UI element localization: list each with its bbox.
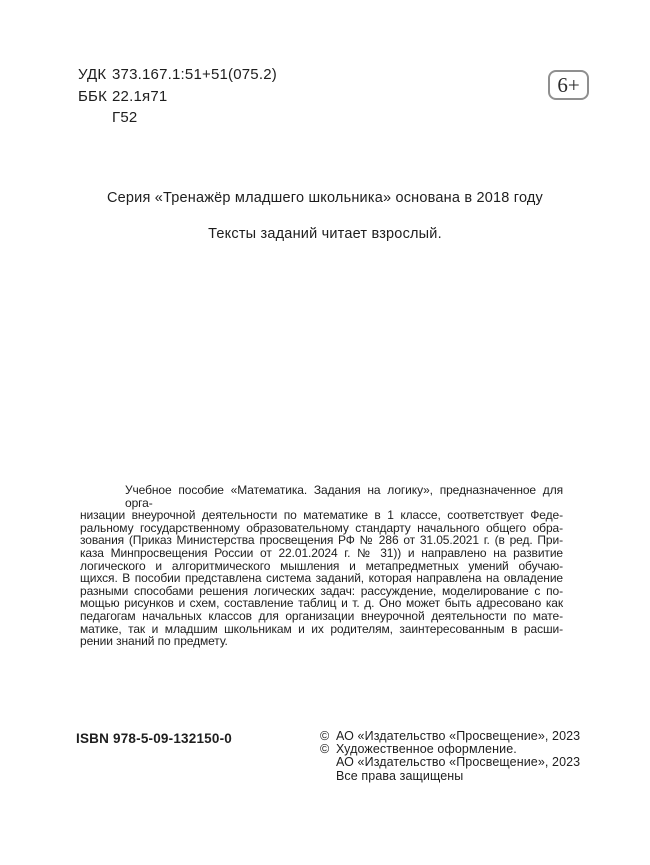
- copyright-line: [320, 770, 580, 783]
- annotation-line: матике, так и младшим школьникам и их родителям, заинтересованным в расши-: [80, 621, 563, 636]
- copyright-symbol: ©: [320, 729, 330, 743]
- annotation-line: зования (Приказ Министерства просвещения РФ № 286 от 31.05.2021 г. (в ред. При-: [80, 533, 563, 548]
- reading-note: Тексты заданий читает взрослый.: [208, 226, 442, 242]
- copyright-block: [320, 730, 580, 783]
- author-code: Г52: [112, 109, 138, 126]
- series-note: Серия «Тренажёр младшего школьника» основана в 2018 году: [106, 190, 544, 206]
- annotation-line: Учебное пособие «Математика. Задания на логику», предназначенное для орга-: [125, 483, 563, 510]
- copyright-text: АО «Издательство «Просвещение», 2023: [336, 755, 581, 770]
- annotation-line: педагогам начальных классов для организации внеурочной деятельности по мате-: [80, 608, 563, 623]
- copyright-text: Все права защищены: [336, 768, 464, 783]
- annotation-line: логического и алгоритмического мышления и метапредметных умений обучаю-: [80, 558, 563, 573]
- udk-label: УДК: [78, 66, 107, 83]
- copyright-text: АО «Издательство «Просвещение», 2023: [336, 729, 581, 743]
- udk-row: [78, 64, 277, 86]
- annotation-line: ральному государственному образовательному стандарту начального общего обра-: [80, 520, 563, 535]
- annotation-line: низации внеурочной деятельности по математике в 1 классе, соответствует Феде-: [80, 508, 563, 523]
- annotation-line: каза Минпросвещения России от 22.01.2024 г. № 31)) и направлено на развитие: [80, 545, 563, 560]
- bbk-row: [78, 86, 277, 108]
- annotation-line: мощью рисунков и схем, составление таблиц и т. д. Оно может быть адресовано как: [80, 596, 563, 611]
- bibliographic-codes: [78, 64, 277, 129]
- annotation-paragraph: [80, 484, 563, 648]
- annotation-line: рении знаний по предмету.: [80, 634, 228, 649]
- copyright-line: [320, 756, 580, 769]
- annotation-line: щихся. В пособии представлена система заданий, которая направлена на овладение: [80, 571, 563, 586]
- bbk-label: ББК: [78, 87, 108, 105]
- copyright-text: Художественное оформление.: [336, 742, 517, 757]
- copyright-symbol: [320, 756, 336, 769]
- copyright-symbol: ©: [320, 742, 330, 757]
- bbk-value: 22.1я71: [112, 87, 168, 105]
- udk-value: 373.167.1:51+51(075.2): [112, 66, 277, 83]
- copyright-symbol: [320, 770, 336, 783]
- annotation-line: разными способами решения логических задач: рассуждение, моделирование с по-: [80, 583, 563, 598]
- isbn: ISBN 978-5-09-132150-0: [76, 731, 232, 746]
- age-rating-badge: 6+: [548, 70, 589, 100]
